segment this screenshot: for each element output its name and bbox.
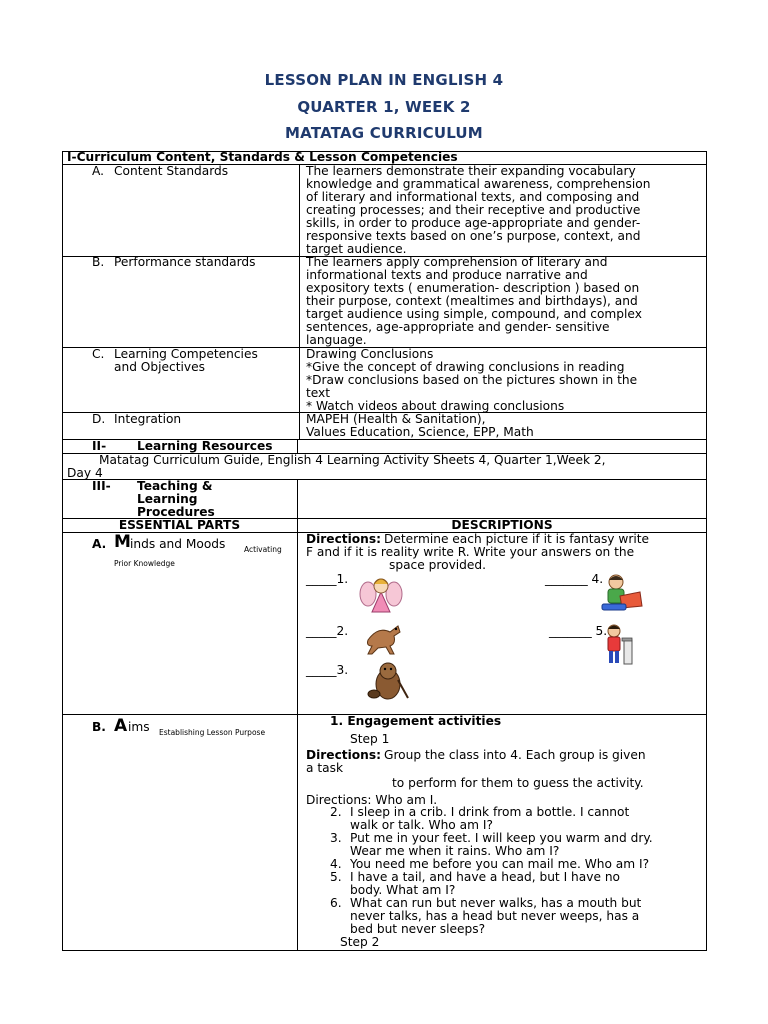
child-reading-picture (596, 572, 648, 614)
learning-resources-text-2: Day 4 (67, 466, 103, 480)
content-standards-label: Content Standards (114, 164, 229, 178)
fairy-girl-picture (358, 574, 404, 614)
step-1: Step 1 (350, 732, 390, 746)
answer-blank-4: _______ 4. (545, 572, 604, 586)
row-b-letter: B. (92, 255, 105, 269)
answer-blank-3: _____3. (306, 663, 349, 677)
running-animal-picture (360, 620, 406, 656)
essential-parts-header: ESSENTIAL PARTS (118, 518, 241, 532)
performance-standards-label: Performance standards (114, 255, 256, 269)
learning-competencies-label-2: and Objectives (114, 360, 205, 374)
descriptions-header: DESCRIPTIONS (451, 518, 553, 532)
learning-resources-text: Matatag Curriculum Guide, English 4 Learning Activity Sheets 4, Quarter 1,Week 2, (99, 453, 606, 467)
integration-label: Integration (114, 412, 182, 426)
row-d-letter: D. (92, 412, 106, 426)
title-line-2: QUARTER 1, WEEK 2 (297, 98, 471, 116)
answer-blank-1: _____1. (306, 572, 349, 586)
learning-competencies-label: Learning Competencies (114, 347, 258, 361)
row-c-letter: C. (92, 347, 105, 361)
answer-blank-5: _______ 5. (549, 624, 608, 638)
step-2: Step 2 (340, 935, 380, 949)
section-1-heading: I-Curriculum Content, Standards & Lesson Competencies (67, 150, 458, 164)
section-3-heading-3: Procedures (137, 505, 215, 519)
section-3-heading-2: Learning (137, 492, 198, 506)
section-2-number: II- (92, 439, 107, 453)
who-am-i-directions: Directions: Who am I. (306, 793, 438, 807)
child-washing-picture (602, 622, 636, 666)
section-3-heading: Teaching & (137, 479, 213, 493)
engagement-activities: 1. Engagement activities (330, 714, 502, 728)
section-2-heading: Learning Resources (137, 439, 273, 453)
title-line-1: LESSON PLAN IN ENGLISH 4 (264, 71, 504, 89)
answer-blank-2: _____2. (306, 624, 349, 638)
title-line-3: MATATAG CURRICULUM (285, 124, 483, 142)
section-3-number: III- (92, 479, 111, 493)
row-a-letter: A. (92, 164, 104, 178)
beaver-picture (366, 660, 410, 704)
